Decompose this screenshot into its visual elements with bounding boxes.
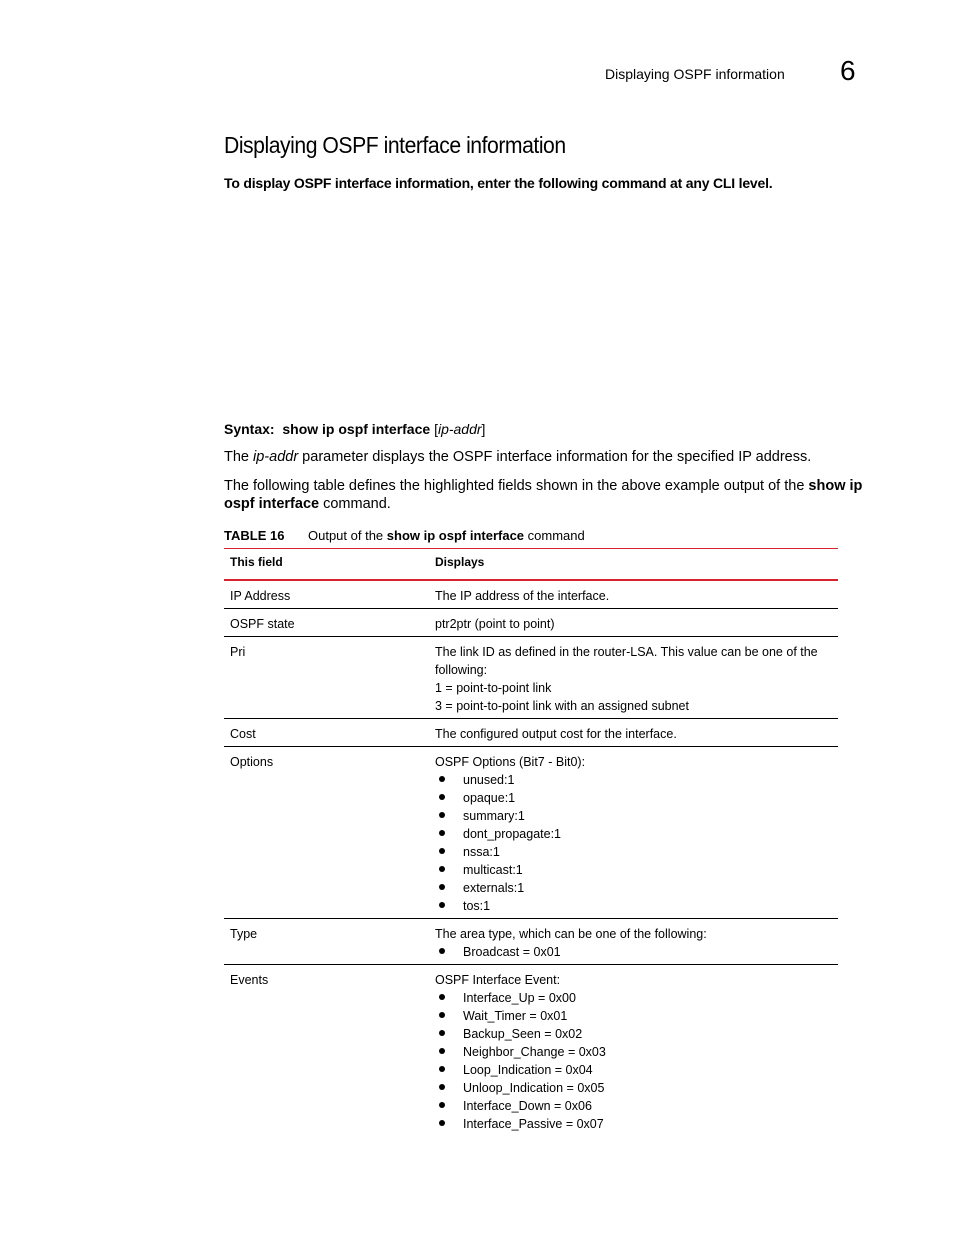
- bullet-list: [435, 943, 830, 961]
- table-header-row: [224, 548, 838, 581]
- table-intro-paragraph: [224, 477, 874, 513]
- ospf-interface-table: [224, 548, 838, 1136]
- row-field-name: Cost: [230, 727, 256, 741]
- bullet-item: Interface_Up = 0x00: [435, 989, 830, 1007]
- row-display-line: The configured output cost for the interface.: [435, 727, 677, 741]
- bullet-list: [435, 989, 830, 1133]
- table-row: [224, 919, 838, 965]
- row-displays: [435, 643, 830, 715]
- caption-post: command: [524, 528, 585, 543]
- syntax-label: Syntax:: [224, 421, 275, 437]
- bullet-item: summary:1: [435, 807, 830, 825]
- row-field-name: Type: [230, 927, 258, 941]
- table-row: [224, 965, 838, 1136]
- row-field-name: Pri: [230, 645, 246, 659]
- bullet-item: Wait_Timer = 0x01: [435, 1007, 830, 1025]
- para1-pre: The: [224, 449, 254, 465]
- row-display-line: 3 = point-to-point link with an assigned subnet: [435, 699, 689, 713]
- row-displays: [435, 971, 830, 1133]
- table-row: [224, 609, 838, 637]
- row-field-name: Options: [230, 755, 274, 769]
- syntax-bracket-open: [: [434, 421, 438, 437]
- table-row: [224, 581, 838, 609]
- bullet-item: Broadcast = 0x01: [435, 943, 830, 961]
- syntax-bracket-close: ]: [481, 421, 486, 437]
- caption-command: show ip ospf interface: [386, 528, 525, 543]
- bullet-item: Neighbor_Change = 0x03: [435, 1043, 830, 1061]
- table-number: TABLE 16: [224, 528, 285, 543]
- chapter-number: 6: [840, 55, 856, 86]
- row-field-name: OSPF state: [230, 617, 295, 631]
- row-display-line: OSPF Options (Bit7 - Bit0):: [435, 755, 586, 769]
- bullet-item: Interface_Down = 0x06: [435, 1097, 830, 1115]
- bullet-item: dont_propagate:1: [435, 825, 830, 843]
- table-row: [224, 747, 838, 919]
- bullet-item: tos:1: [435, 897, 830, 915]
- header-displays: Displays: [435, 555, 485, 569]
- row-displays: [435, 725, 830, 743]
- para2-pre: The following table defines the highlighted fields shown in the above example output of the: [224, 478, 809, 494]
- row-display-line: 1 = point-to-point link: [435, 681, 552, 695]
- syntax-line: [224, 421, 485, 437]
- table-row: [224, 719, 838, 747]
- row-field-name: IP Address: [230, 589, 291, 603]
- row-display-line: OSPF Interface Event:: [435, 973, 561, 987]
- running-header: [600, 55, 860, 94]
- table-body: [224, 581, 838, 1136]
- bullet-item: nssa:1: [435, 843, 830, 861]
- bullet-item: opaque:1: [435, 789, 830, 807]
- para2-command: show ip ospf interface: [224, 478, 863, 512]
- row-displays: [435, 925, 830, 961]
- bullet-item: Loop_Indication = 0x04: [435, 1061, 830, 1079]
- bullet-item: unused:1: [435, 771, 830, 789]
- section-title: Displaying OSPF interface information: [224, 132, 566, 158]
- bullet-list: [435, 771, 830, 915]
- row-displays: [435, 587, 830, 605]
- bullet-item: externals:1: [435, 879, 830, 897]
- table-row: [224, 637, 838, 719]
- syntax-param: ip-addr: [437, 421, 482, 437]
- row-displays: [435, 615, 830, 633]
- row-display-line: ptr2ptr (point to point): [435, 617, 555, 631]
- header-field: This field: [230, 555, 283, 569]
- row-display-line: The IP address of the interface.: [435, 589, 610, 603]
- bullet-item: Interface_Passive = 0x07: [435, 1115, 830, 1133]
- table-caption: [224, 528, 585, 543]
- row-display-line: The link ID as defined in the router-LSA. This value can be one of the following:: [435, 645, 818, 677]
- para2-post: command.: [319, 496, 391, 512]
- row-displays: [435, 753, 830, 915]
- para1-param: ip-addr: [253, 449, 299, 465]
- row-field-name: Events: [230, 973, 269, 987]
- syntax-command: show ip ospf interface: [282, 421, 431, 437]
- param-description: [224, 449, 811, 465]
- bullet-item: Backup_Seen = 0x02: [435, 1025, 830, 1043]
- bullet-item: multicast:1: [435, 861, 830, 879]
- intro-paragraph: To display OSPF interface information, enter the following command at any CLI level.: [224, 175, 773, 191]
- running-header-title: Displaying OSPF information: [605, 66, 785, 82]
- row-display-line: The area type, which can be one of the following:: [435, 927, 707, 941]
- bullet-item: Unloop_Indication = 0x05: [435, 1079, 830, 1097]
- para1-post: parameter displays the OSPF interface information for the specified IP address.: [298, 449, 812, 465]
- caption-pre: Output of the: [308, 528, 387, 543]
